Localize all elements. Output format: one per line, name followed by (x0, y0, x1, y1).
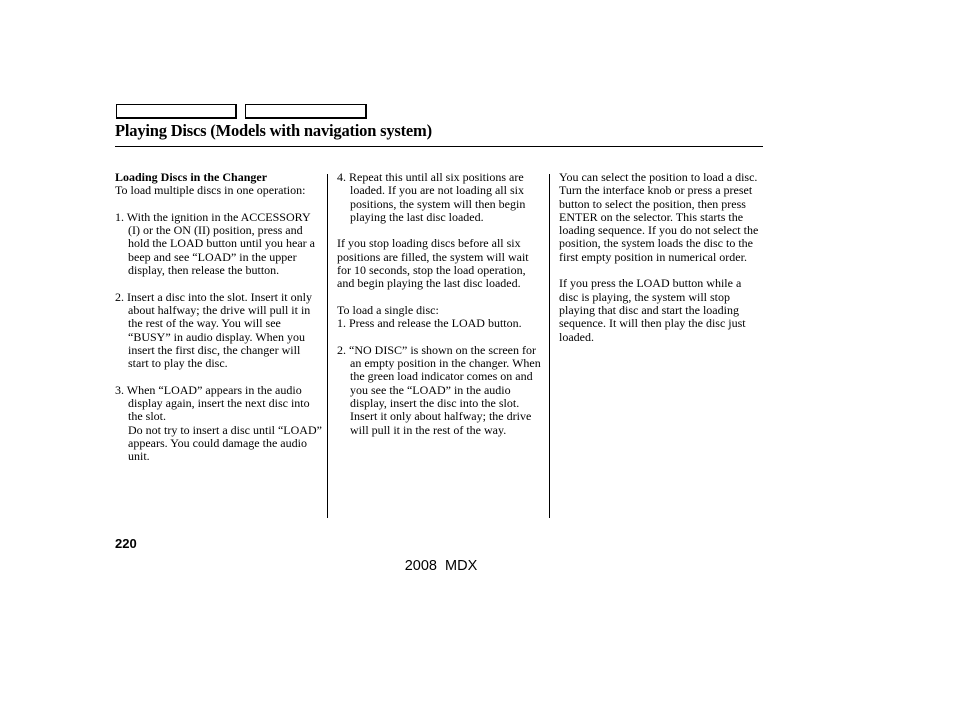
single-disc-intro: To load a single disc: (337, 302, 439, 317)
step-2: 2. Insert a disc into the slot. Insert it only about halfway; the drive will pull it in the rest of the way. You will see “BUSY” in audio display. When you insert the first disc, the changer will start to play the disc. (115, 289, 312, 371)
select-position-paragraph: You can select the position to load a disc. Turn the interface knob or press a preset button to select the position, then press ENTER on the selector. This starts the loading sequence. If you do not select the position, the system loads the disc to the first empty position in numerical order. (559, 170, 759, 264)
column-divider-2 (549, 174, 550, 518)
section-heading: Loading Discs in the Changer (115, 170, 268, 184)
single-step-2: 2. “NO DISC” is shown on the screen for an empty position in the changer. When the green load indicator comes on and you see the “LOAD” in the audio display, insert the disc into the slot. Insert it only about halfway; the drive will pull it in the rest of the way. (337, 342, 541, 437)
page-title: Playing Discs (Models with navigation system) (115, 121, 432, 140)
load-while-playing-paragraph: If you press the LOAD button while a disc is playing, the system will stop playing that disc and start the loading sequence. It will then play the disc just loaded. (559, 276, 746, 344)
intro-paragraph: To load multiple discs in one operation: (115, 183, 306, 198)
text-column-1 (115, 171, 323, 464)
step-3-note: Do not try to insert a disc until “LOAD” appears. You could damage the audio unit. (128, 422, 322, 464)
text-column-3 (559, 171, 763, 344)
page-number: 220 (115, 536, 137, 551)
single-step-1: 1. Press and release the LOAD button. (337, 316, 522, 331)
nav-tab-2[interactable] (245, 104, 367, 119)
step-1: 1. With the ignition in the ACCESSORY (I) or the ON (II) position, press and hold the LOAD button until you hear a beep and see “LOAD” in the upper display, then release the button. (115, 209, 315, 278)
footer-model: 2008 MDX (404, 558, 478, 574)
stop-loading-paragraph: If you stop loading discs before all six positions are filled, the system will wait for 10 seconds, stop the load operation, and begin playing the last disc loaded. (337, 236, 529, 291)
text-column-2 (337, 171, 545, 437)
title-rule (115, 146, 763, 147)
step-3: 3. When “LOAD” appears in the audio display again, insert the next disc into the slot. (115, 382, 310, 424)
step-4: 4. Repeat this until all six positions are loaded. If you are not loading all six positions, the system will then begin playing the last disc loaded. (337, 170, 526, 224)
nav-tab-1[interactable] (116, 104, 237, 119)
column-divider-1 (327, 174, 328, 518)
